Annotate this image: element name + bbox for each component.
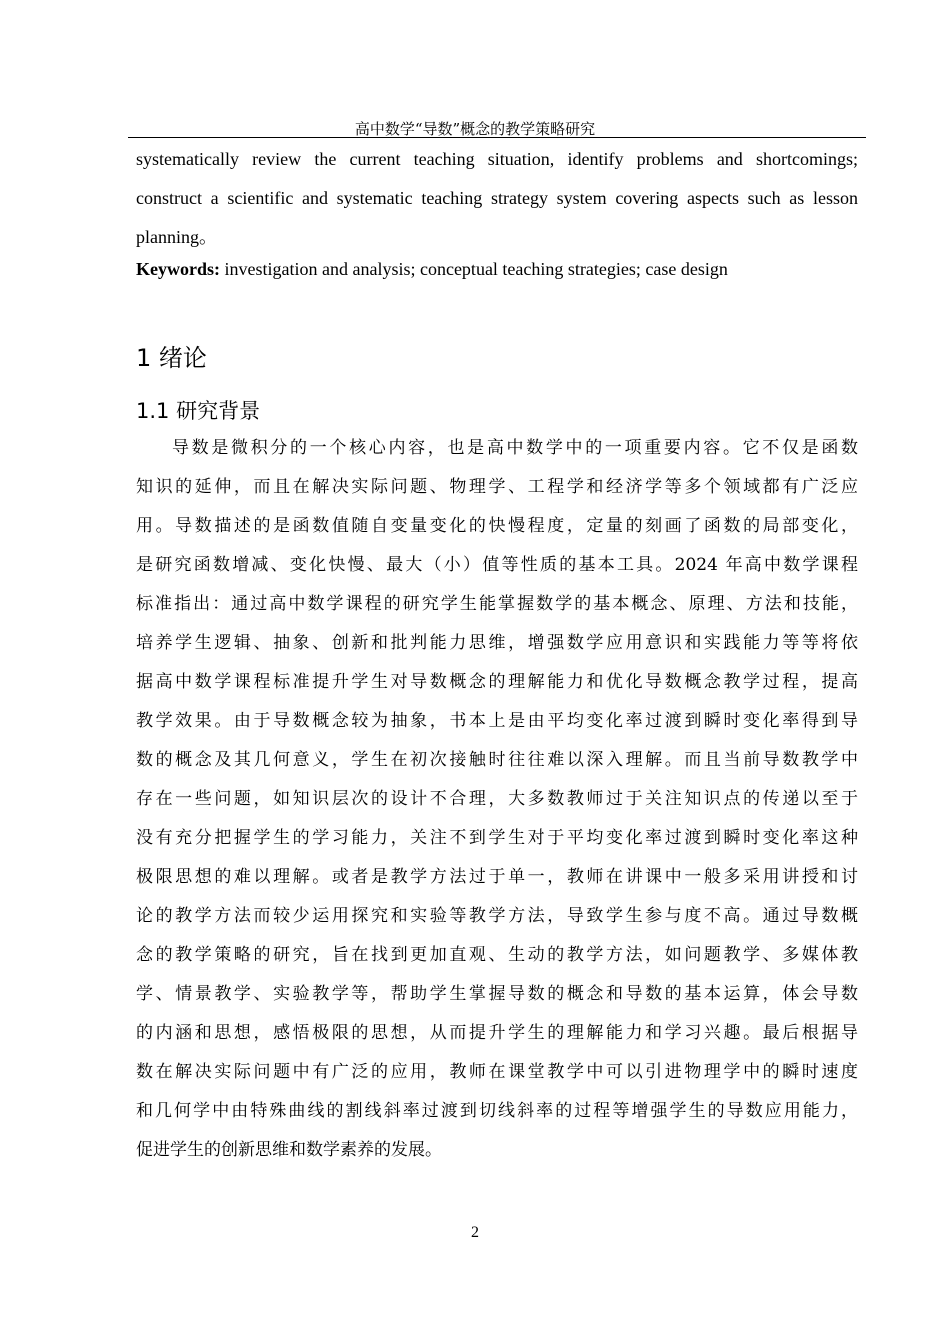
body-line: 论的教学方法而较少运用探究和实验等教学方法，导致学生参与度不高。通过导数概 bbox=[136, 906, 858, 926]
body-line: 数在解决实际问题中有广泛的应用，教师在课堂教学中可以引进物理学中的瞬时速度 bbox=[136, 1062, 858, 1082]
body-line: 存在一些问题，如知识层次的设计不合理，大多数教师过于关注知识点的传递以至于 bbox=[136, 789, 858, 809]
body-line: 没有充分把握学生的学习能力，关注不到学生对于平均变化率过渡到瞬时变化率这种 bbox=[136, 828, 858, 848]
abstract-line: planning。 bbox=[136, 227, 217, 247]
abstract-continuation bbox=[136, 140, 858, 257]
body-line: 教学效果。由于导数概念较为抽象，书本上是由平均变化率过渡到瞬时变化率得到导 bbox=[136, 711, 858, 731]
body-line: 标准指出：通过高中数学课程的研究学生能掌握数学的基本概念、原理、方法和技能， bbox=[136, 594, 858, 614]
body-line: 念的教学策略的研究，旨在找到更加直观、生动的教学方法，如问题教学、多媒体教 bbox=[136, 945, 858, 965]
body-line: 据高中数学课程标准提升学生对导数概念的理解能力和优化导数概念教学过程，提高 bbox=[136, 672, 858, 692]
body-line: 学、情景教学、实验教学等，帮助学生掌握导数的概念和导数的基本运算，体会导数 bbox=[136, 984, 858, 1004]
body-line: 数的概念及其几何意义，学生在初次接触时往往难以深入理解。而且当前导数教学中 bbox=[136, 750, 858, 770]
body-line: 的内涵和思想，感悟极限的思想，从而提升学生的理解能力和学习兴趣。最后根据导 bbox=[136, 1023, 858, 1043]
keywords-paragraph bbox=[136, 250, 858, 289]
abstract-line: construct a scientific and systematic teaching strategy system covering aspects such as lesson bbox=[136, 188, 858, 208]
body-line: 促进学生的创新思维和数学素养的发展。 bbox=[136, 1140, 442, 1160]
running-header: 高中数学“导数”概念的教学策略研究 bbox=[354, 120, 596, 138]
body-line: 和几何学中由特殊曲线的割线斜率过渡到切线斜率的过程等增强学生的导数应用能力， bbox=[136, 1101, 858, 1121]
body-line: 用。导数描述的是函数值随自变量变化的快慢程度，定量的刻画了函数的局部变化， bbox=[136, 516, 858, 536]
page-number: 2 bbox=[471, 1224, 479, 1241]
body-line: 培养学生逻辑、抽象、创新和批判能力思维，增强数学应用意识和实践能力等等将依 bbox=[136, 633, 858, 653]
section-heading: 1.1 研究背景 bbox=[136, 399, 261, 423]
body-line: 极限思想的难以理解。或者是教学方法过于单一，教师在讲课中一般多采用讲授和讨 bbox=[136, 867, 858, 887]
keywords-label: Keywords: bbox=[136, 259, 220, 279]
keywords-text: investigation and analysis; conceptual teaching strategies; case design bbox=[220, 259, 728, 279]
body-line: 是研究函数增减、变化快慢、最大（小）值等性质的基本工具。2024 年高中数学课程 bbox=[136, 555, 858, 575]
body-paragraph bbox=[136, 429, 858, 1170]
chapter-heading: 1 绪论 bbox=[136, 344, 207, 372]
body-line: 导数是微积分的一个核心内容，也是高中数学中的一项重要内容。它不仅是函数 bbox=[172, 438, 858, 458]
abstract-line: systematically review the current teaching situation, identify problems and shortcomings; bbox=[136, 149, 858, 169]
body-line: 知识的延伸，而且在解决实际问题、物理学、工程学和经济学等多个领域都有广泛应 bbox=[136, 477, 858, 497]
header-divider bbox=[128, 137, 866, 138]
